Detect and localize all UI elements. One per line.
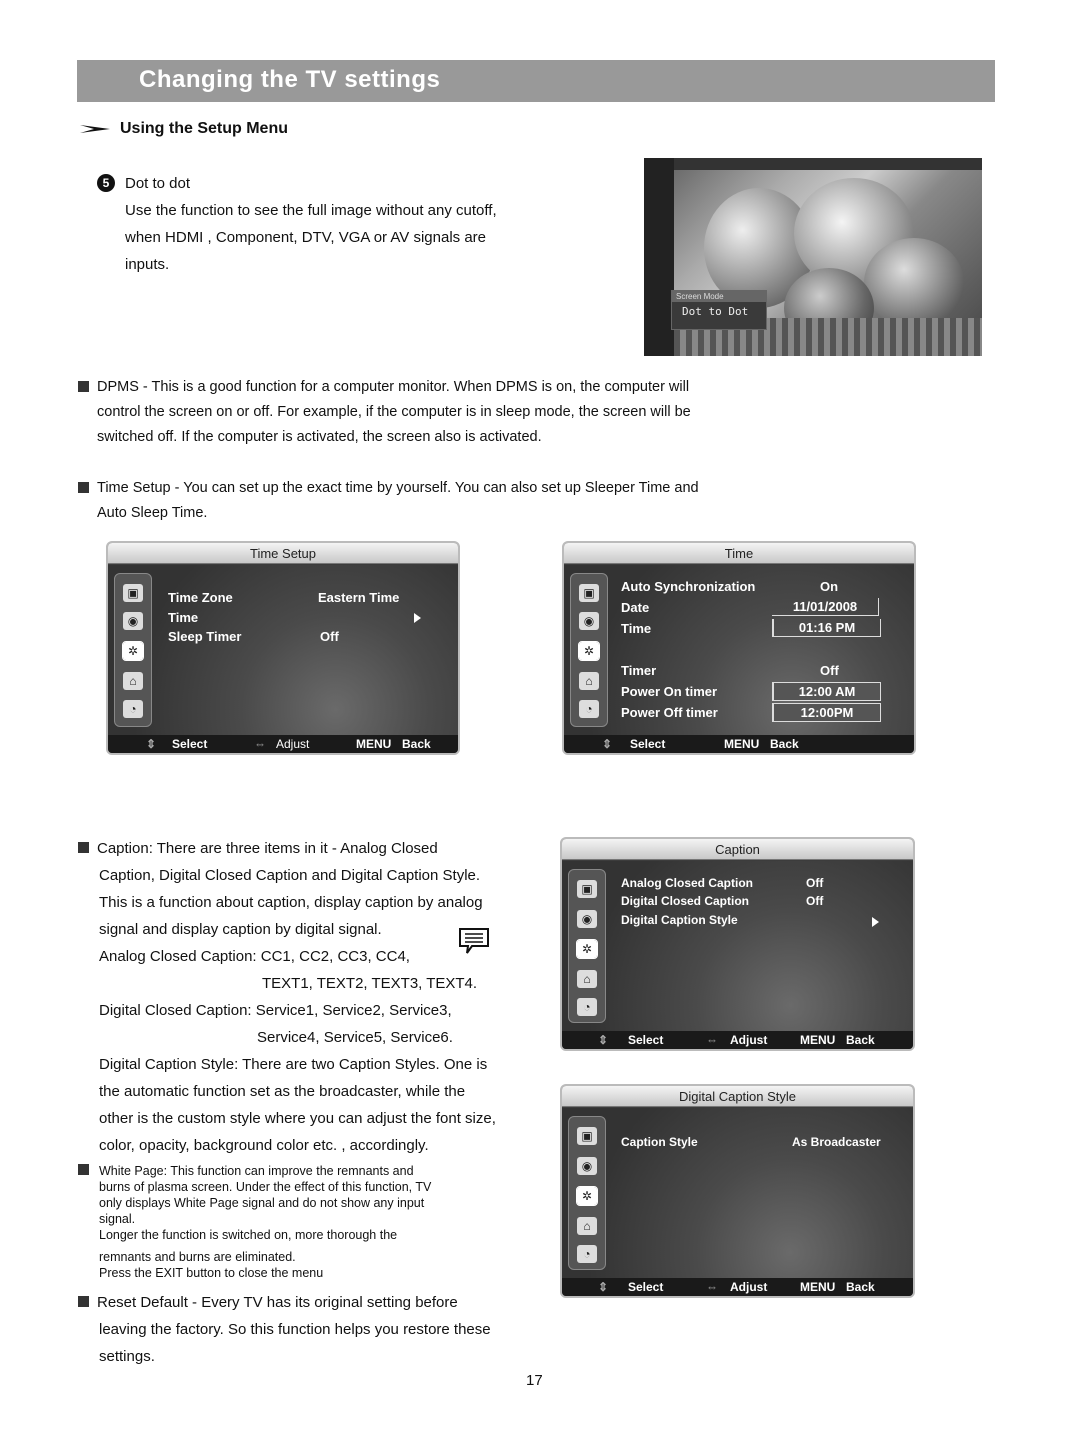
digital-cc-value: Off (806, 894, 824, 908)
page-number: 17 (526, 1372, 543, 1389)
bullet-square (78, 381, 89, 392)
menu-icon-column (114, 573, 152, 727)
reset-text-3: settings. (99, 1348, 155, 1365)
arrow-icon (80, 124, 110, 134)
updown-arrows-icon: ⇕ (598, 1280, 609, 1294)
white-page-text-3: only displays White Page signal and do not show any input (99, 1196, 425, 1210)
menu-icon-column (568, 1116, 606, 1270)
menu-item-digital-cc[interactable]: Digital Closed Caption (621, 894, 750, 908)
footer-menu: MENU (800, 1033, 836, 1047)
time-setup-text-1: Time Setup - You can set up the exact time by yourself. You can also set up Sleeper Time and (97, 480, 699, 496)
power-off-timer-value[interactable]: 12:00PM (772, 703, 881, 722)
menu-item-time-zone[interactable]: Time Zone (168, 590, 233, 605)
menu-footer (108, 735, 458, 753)
leftright-arrows-icon: ⇔ (706, 1280, 718, 1294)
time-setup-menu (106, 541, 460, 755)
caption-text-3: This is a function about caption, display caption by analog (99, 894, 483, 911)
picture-icon[interactable]: ◉ (577, 910, 597, 928)
white-page-text-7: Press the EXIT button to close the menu (99, 1266, 324, 1280)
footer-select: Select (628, 1280, 664, 1294)
caption-text-1: Caption: There are three items in it - Analog Closed (97, 840, 438, 857)
analog-cc-value: Off (806, 876, 824, 890)
caption-style-value: As Broadcaster (792, 1135, 881, 1149)
reset-text-2: leaving the factory. So this function helps you restore these (99, 1321, 491, 1338)
updown-arrows-icon: ⇕ (602, 737, 613, 751)
page-title: Changing the TV settings (139, 66, 441, 93)
power-on-timer-value[interactable]: 12:00 AM (772, 682, 881, 701)
menu-item-digital-caption-style[interactable]: Digital Caption Style (621, 913, 738, 927)
auto-sync-value: On (820, 579, 839, 594)
caption-text-2: Caption, Digital Closed Caption and Digital Caption Style. (99, 867, 481, 884)
setup-icon[interactable]: ✲ (577, 1187, 597, 1205)
time-menu (562, 541, 916, 755)
footer-back: Back (770, 737, 799, 751)
step-number-badge: 5 (97, 174, 115, 192)
dot-to-dot-text-3: inputs. (125, 256, 170, 273)
timer-value: Off (820, 663, 839, 678)
footer-menu: MENU (724, 737, 760, 751)
digital-caption-style-menu (560, 1084, 915, 1298)
time-zone-value: Eastern Time (318, 590, 400, 605)
menu-footer (562, 1031, 913, 1049)
lock-icon[interactable]: ⌂ (577, 1217, 597, 1235)
dot-to-dot-text-1: Use the function to see the full image without any cutoff, (125, 202, 497, 219)
satellite-icon[interactable]: ◔ (577, 998, 597, 1016)
screen-mode-value: Dot to Dot (682, 305, 749, 318)
footer-select: Select (628, 1033, 664, 1047)
caption-menu (560, 837, 915, 1051)
picture-icon[interactable]: ◉ (579, 612, 599, 630)
white-page-text-4: signal. (99, 1212, 136, 1226)
screen-mode-label: Screen Mode (672, 291, 766, 302)
satellite-icon[interactable]: ◔ (577, 1245, 597, 1263)
footer-menu: MENU (800, 1280, 836, 1294)
lock-icon[interactable]: ⌂ (579, 672, 599, 690)
date-value[interactable]: 11/01/2008 (772, 598, 879, 616)
reset-text-1: Reset Default - Every TV has its original setting before (97, 1294, 458, 1311)
dpms-text-1: DPMS - This is a good function for a computer monitor. When DPMS is on, the computer will (97, 379, 690, 395)
menu-item-power-on-timer[interactable]: Power On timer (621, 684, 718, 699)
menu-footer (562, 1278, 913, 1296)
picture-icon[interactable]: ◉ (577, 1157, 597, 1175)
white-page-text-5: Longer the function is switched on, more thorough the (99, 1228, 398, 1242)
section-subtitle: Using the Setup Menu (120, 120, 288, 137)
menu-title: Caption (562, 839, 913, 860)
menu-footer (564, 735, 914, 753)
menu-item-timer[interactable]: Timer (621, 663, 657, 678)
footer-back: Back (846, 1033, 875, 1047)
menu-item-auto-sync[interactable]: Auto Synchronization (621, 579, 756, 594)
caption-digital-text-2: Service4, Service5, Service6. (257, 1029, 453, 1046)
time-value[interactable]: 01:16 PM (772, 619, 881, 637)
submenu-arrow-icon (414, 613, 421, 623)
dot-to-dot-heading: Dot to dot (125, 175, 191, 192)
menu-item-sleep-timer[interactable]: Sleep Timer (168, 629, 242, 644)
menu-item-time[interactable]: Time (168, 610, 199, 625)
caption-style-text-1: Digital Caption Style: There are two Caption Styles. One is (99, 1056, 488, 1073)
setup-icon[interactable]: ✲ (577, 940, 597, 958)
caption-style-text-3: other is the custom style where you can adjust the font size, (99, 1110, 496, 1127)
footer-adjust: Adjust (276, 737, 310, 751)
tv-icon[interactable]: ▣ (577, 880, 597, 898)
caption-style-text-4: color, opacity, background color etc. , accordingly. (99, 1137, 429, 1154)
white-page-text-2: burns of plasma screen. Under the effect of this function, TV (99, 1180, 432, 1194)
setup-icon[interactable]: ✲ (579, 642, 599, 660)
leftright-arrows-icon: ⇔ (254, 737, 266, 751)
setup-icon[interactable]: ✲ (123, 642, 143, 660)
footer-back: Back (402, 737, 431, 751)
caption-analog-text-2: TEXT1, TEXT2, TEXT3, TEXT4. (262, 975, 478, 992)
menu-title: Digital Caption Style (562, 1086, 913, 1107)
caption-text-4: signal and display caption by digital signal. (99, 921, 382, 938)
dpms-text-3: switched off. If the computer is activated, the screen also is activated. (97, 429, 542, 445)
bullet-square (78, 482, 89, 493)
sleep-timer-value: Off (320, 629, 339, 644)
caption-style-text-2: the automatic function set as the broadcaster, while the (99, 1083, 466, 1100)
white-page-block (99, 1163, 431, 1281)
updown-arrows-icon: ⇕ (146, 737, 157, 751)
lock-icon[interactable]: ⌂ (577, 970, 597, 988)
satellite-icon[interactable]: ◔ (579, 700, 599, 718)
menu-item-analog-cc[interactable]: Analog Closed Caption (621, 876, 753, 890)
leftright-arrows-icon: ⇔ (706, 1033, 718, 1047)
menu-icon-column (570, 573, 608, 727)
footer-adjust: Adjust (730, 1033, 768, 1047)
lock-icon[interactable]: ⌂ (123, 672, 143, 690)
screen-photo (644, 158, 982, 356)
updown-arrows-icon: ⇕ (598, 1033, 609, 1047)
footer-select: Select (630, 737, 666, 751)
footer-adjust: Adjust (730, 1280, 768, 1294)
menu-title: Time (564, 543, 914, 564)
footer-back: Back (846, 1280, 875, 1294)
bullet-square (78, 1164, 89, 1175)
submenu-arrow-icon (872, 917, 879, 927)
dpms-text-2: control the screen on or off. For example, if the computer is in sleep mode, the screen will be (97, 404, 691, 420)
time-setup-text-2: Auto Sleep Time. (97, 505, 208, 521)
dot-to-dot-text-2: when HDMI , Component, DTV, VGA or AV signals are (125, 229, 486, 246)
caption-digital-text: Digital Closed Caption: Service1, Service2, Service3, (99, 1002, 452, 1019)
footer-menu: MENU (356, 737, 392, 751)
white-page-text-1: White Page: This function can improve the remnants and (99, 1164, 414, 1178)
picture-icon[interactable]: ◉ (123, 612, 143, 630)
menu-item-date[interactable]: Date (621, 600, 650, 615)
menu-icon-column (568, 869, 606, 1023)
menu-item-caption-style[interactable]: Caption Style (621, 1135, 698, 1149)
footer-select: Select (172, 737, 208, 751)
tv-icon[interactable]: ▣ (123, 584, 143, 602)
bullet-square (78, 842, 89, 853)
tv-icon[interactable]: ▣ (579, 584, 599, 602)
menu-title: Time Setup (108, 543, 458, 564)
screen-mode-osd (671, 290, 767, 330)
tv-icon[interactable]: ▣ (577, 1127, 597, 1145)
menu-item-power-off-timer[interactable]: Power Off timer (621, 705, 718, 720)
section-heading (80, 120, 288, 138)
bullet-square (78, 1296, 89, 1307)
caption-analog-text: Analog Closed Caption: CC1, CC2, CC3, CC4, (99, 948, 410, 965)
satellite-icon[interactable]: ◔ (123, 700, 143, 718)
title-banner (77, 60, 995, 102)
speech-bubble-icon (458, 927, 490, 953)
white-page-text-6: remnants and burns are eliminated. (99, 1250, 296, 1264)
menu-item-time[interactable]: Time (621, 621, 652, 636)
